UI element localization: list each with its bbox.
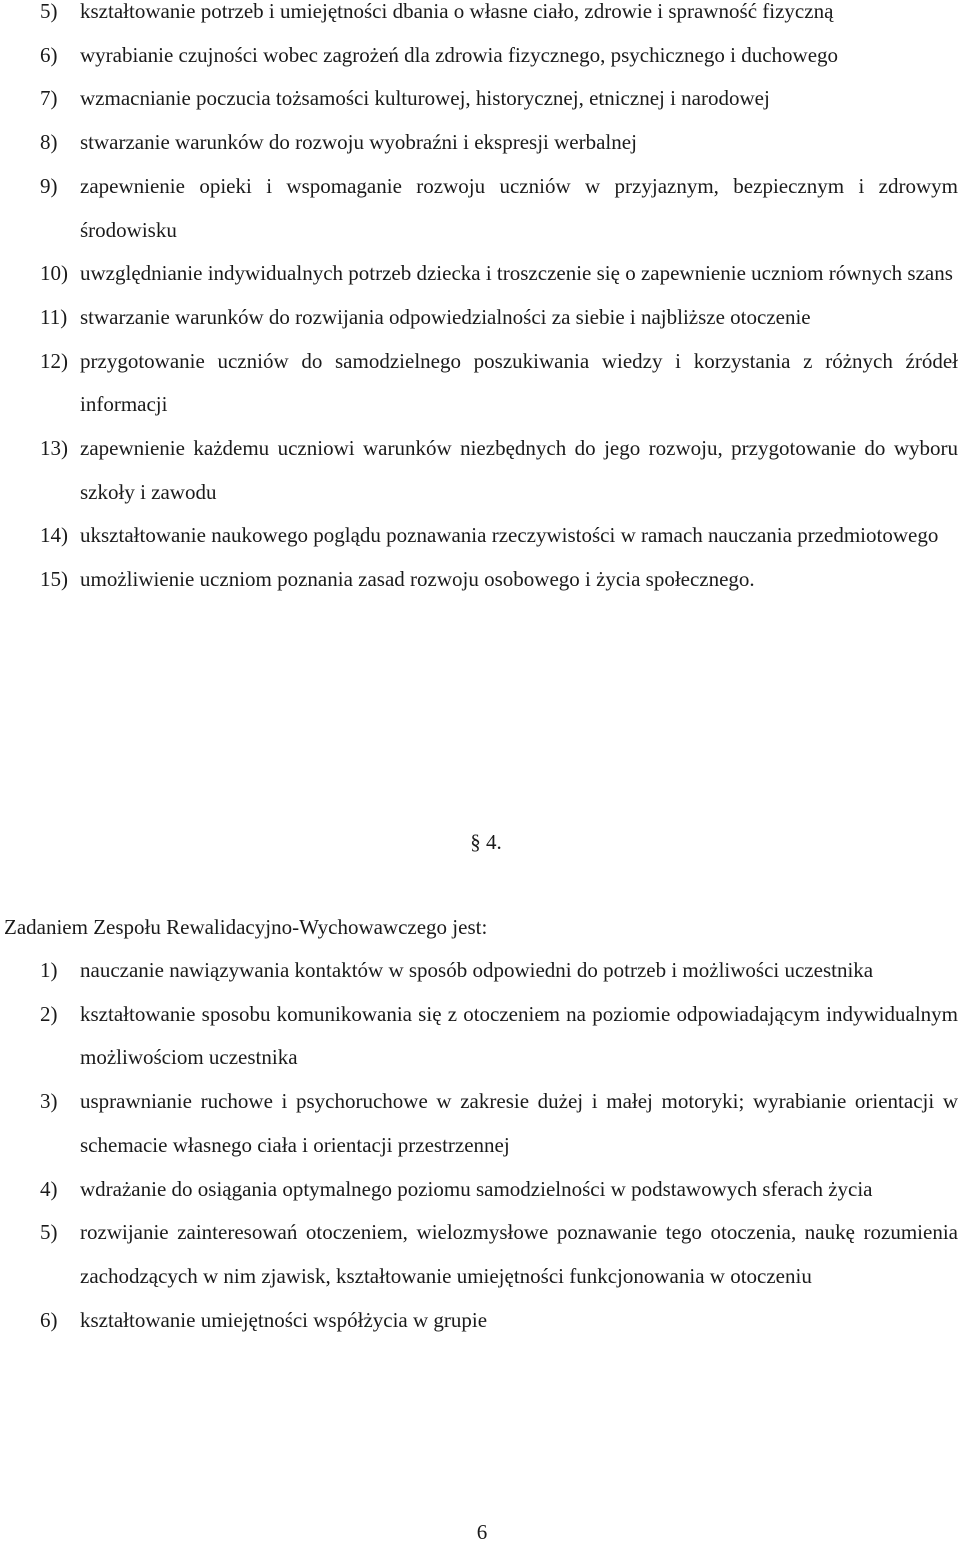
list-item-number: 1) (40, 958, 58, 982)
tasks-list (0, 949, 960, 1342)
list-item-text: stwarzanie warunków do rozwijania odpowiedzialności za siebie i najbliższe otoczenie (80, 304, 811, 329)
list-item-number: 3) (40, 1089, 58, 1114)
list-item-text: kształtowanie potrzeb i umiejętności dbania o własne ciało, zdrowie i sprawność fizyczną (80, 0, 834, 23)
page-number: 6 (476, 1520, 488, 1544)
list-item-number: 5) (40, 1220, 58, 1245)
list-item-text: wdrażanie do osiągania optymalnego poziomu samodzielności w podstawowych sferach życia (80, 1176, 873, 1201)
list-item (0, 1080, 960, 1167)
list-item (0, 34, 960, 78)
list-item-text: nauczanie nawiązywania kontaktów w sposób odpowiedni do potrzeb i możliwości uczestnika (80, 958, 874, 982)
list-item-number: 8) (40, 130, 58, 155)
list-item-text: zapewnienie każdemu uczniowi warunków niezbędnych do jego rozwoju, przygotowanie do wyboru szkoły i zawodu (80, 436, 958, 504)
list-item (0, 165, 960, 252)
list-item (0, 77, 960, 121)
list-item-number: 12) (40, 348, 68, 373)
list-item-number: 13) (40, 436, 68, 461)
list-item-number: 6) (40, 1307, 58, 1332)
list-item-number: 9) (40, 173, 58, 198)
list-item (0, 514, 960, 558)
section-intro: Zadaniem Zespołu Rewalidacyjno-Wychowawczego jest: (4, 915, 488, 939)
list-item (0, 558, 960, 602)
list-item-text: kształtowanie umiejętności współżycia w grupie (80, 1307, 488, 1332)
list-item (0, 993, 960, 1080)
list-item (0, 296, 960, 340)
list-item-number: 4) (40, 1176, 58, 1201)
list-item-text: wyrabianie czujności wobec zagrożeń dla zdrowia fizycznego, psychicznego i duchowego (80, 42, 839, 67)
list-item-text: przygotowanie uczniów do samodzielnego poszukiwania wiedzy i korzystania z różnych źródeł informacji (80, 348, 958, 417)
list-item-text: zapewnienie opieki i wspomaganie rozwoju uczniów w przyjaznym, bezpiecznym i zdrowym środowisku (80, 173, 958, 242)
list-item-text: rozwijanie zainteresowań otoczeniem, wielozmysłowe poznawanie tego otoczenia, naukę rozumienia zachodzących w nim zjawisk, kształtowanie umiejętności funkcjonowania w otoczeniu (80, 1220, 958, 1288)
list-item (0, 949, 960, 993)
list-item (0, 1211, 960, 1298)
goals-list (0, 0, 960, 602)
list-item-text: uwzględnianie indywidualnych potrzeb dziecka i troszczenie się o zapewnienie uczniom równych szans (80, 261, 953, 286)
list-item-text: wzmacnianie poczucia tożsamości kulturowej, historycznej, etnicznej i narodowej (80, 86, 770, 111)
list-item (0, 121, 960, 165)
list-item-text: umożliwienie uczniom poznania zasad rozwoju osobowego i życia społecznego. (80, 567, 755, 592)
list-item (0, 340, 960, 427)
list-item-number: 6) (40, 42, 58, 67)
list-item-text: ukształtowanie naukowego poglądu poznawania rzeczywistości w ramach nauczania przedmiotowego (80, 523, 939, 548)
list-item-text: usprawnianie ruchowe i psychoruchowe w zakresie dużej i małej motoryki; wyrabianie orientacji w schemacie własnego ciała i orientacji przestrzennej (80, 1089, 958, 1157)
list-item (0, 252, 960, 296)
list-item-text: stwarzanie warunków do rozwoju wyobraźni i ekspresji werbalnej (80, 130, 637, 155)
list-item-number: 11) (40, 304, 68, 329)
list-item-number: 14) (40, 523, 68, 548)
list-item-number: 7) (40, 86, 58, 111)
list-item-number: 5) (40, 0, 58, 23)
list-item-number: 2) (40, 1001, 58, 1026)
list-item-text: kształtowanie sposobu komunikowania się z otoczeniem na poziomie odpowiadającym indywidualnym możliwościom uczestnika (80, 1001, 958, 1070)
list-item (0, 427, 960, 514)
list-item (0, 1168, 960, 1212)
list-item (0, 1299, 960, 1343)
list-item (0, 0, 960, 34)
section-heading: § 4. (470, 830, 502, 854)
list-item-number: 15) (40, 567, 68, 592)
list-item-number: 10) (40, 261, 68, 286)
